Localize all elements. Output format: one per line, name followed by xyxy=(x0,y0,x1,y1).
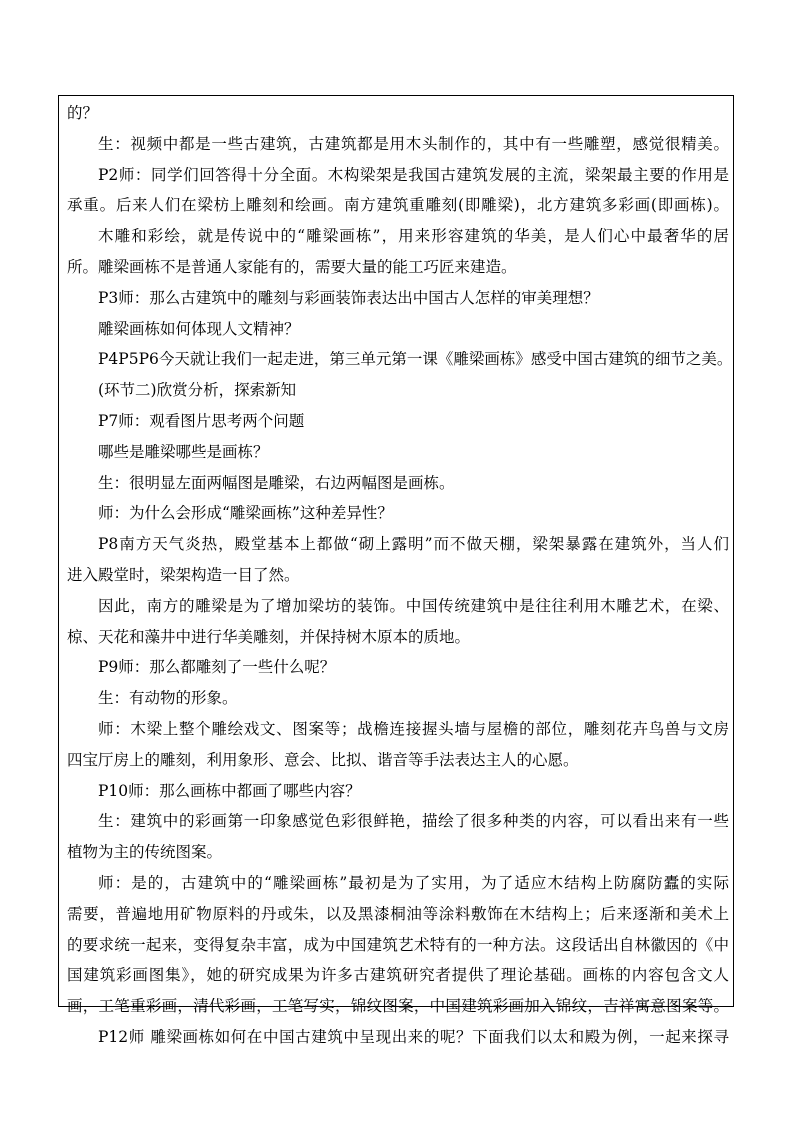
text-line: P2师：同学们回答得十分全面。木构梁架是我国古建筑发展的主流，梁架最主要的作用是 xyxy=(98,165,729,184)
text-line: 师：木梁上整个雕绘戏文、图案等；战檐连接握头墙与屋檐的部位，雕刻花卉鸟兽与文房 xyxy=(98,719,729,738)
text-line: P4P5P6今天就让我们一起走进，第三单元第一课《雕梁画栋》感受中国古建筑的细节之美。 xyxy=(98,350,733,369)
text-line: 所。雕梁画栋不是普通人家能有的，需要大量的能工巧匠来建造。 xyxy=(67,257,517,276)
text-line: 承重。后来人们在梁枋上雕刻和绘画。南方建筑重雕刻(即雕梁)，北方建筑多彩画(即画栋)。 xyxy=(67,196,729,215)
text-frame xyxy=(58,95,734,1046)
text-line: 因此，南方的雕梁是为了增加梁坊的装饰。中国传统建筑中是往往利用木雕艺术，在梁、 xyxy=(98,596,729,615)
text-line: P8南方天气炎热，殿堂基本上都做“砌上露明”而不做天棚，梁架暴露在建筑外，当人们 xyxy=(98,535,729,554)
text-line: (环节二)欣赏分析，探索新知 xyxy=(98,381,297,400)
document-body xyxy=(67,98,733,1053)
text-line: 雕梁画栋如何体现人文精神？ xyxy=(98,319,300,338)
text-line: P10师：那么画栋中都画了哪些内容？ xyxy=(98,781,361,800)
text-line: 的？ xyxy=(67,104,99,122)
text-line: 植物为主的传统图案。 xyxy=(67,843,223,862)
text-line: 椋、天花和藻井中进行华美雕刻，并保持树木原本的质地。 xyxy=(67,627,471,646)
text-line: 国建筑彩画图集》，她的研究成果为许多古建筑研究者提供了理论基础。画栋的内容包含文人 xyxy=(67,966,729,985)
text-line: 四宝厅房上的雕刻，利用象形、意会、比拟、谐音等手法表达主人的心愿。 xyxy=(67,750,579,769)
text-line: 生：视频中都是一些古建筑，古建筑都是用木头制作的，其中有一些雕塑，感觉很精美。 xyxy=(98,134,729,153)
text-line: P7师：观看图片思考两个问题 xyxy=(98,411,305,430)
text-line: 生：建筑中的彩画第一印象感觉色彩很鲜艳，描绘了很多种类的内容，可以看出来有一些 xyxy=(98,812,729,831)
text-line: 生：很明显左面两幅图是雕梁，右边两幅图是画栋。 xyxy=(98,473,455,492)
text-line: P12师 雕梁画栋如何在中国古建筑中呈现出来的呢？下面我们以太和殿为例，一起来探寻 xyxy=(98,1027,729,1046)
text-line: P9师：那么都雕刻了一些什么呢？ xyxy=(98,658,336,677)
text-line: 进入殿堂时，梁架构造一目了然。 xyxy=(67,565,300,584)
text-line: 画，工笔重彩画，清代彩画，工笔写实，锦纹图案，中国建筑彩画加入锦纹，吉祥寓意图案等。 xyxy=(67,997,729,1016)
text-line: 需要，普遍地用矿物原料的丹或朱，以及黑漆桐油等涂料敷饰在木结构上；后来逐渐和美术上 xyxy=(67,904,729,923)
text-line: 哪些是雕梁哪些是画栋？ xyxy=(98,442,269,461)
text-line: 师：是的，古建筑中的“雕梁画栋”最初是为了实用，为了适应木结构上防腐防蠹的实际 xyxy=(98,873,729,892)
text-line: 的要求统一起来，变得复杂丰富，成为中国建筑艺术特有的一种方法。这段话出自林徽因的《中 xyxy=(67,935,729,954)
text-line: P3师：那么古建筑中的雕刻与彩画装饰表达出中国古人怎样的审美理想？ xyxy=(98,288,599,307)
text-line: 生：有动物的形象。 xyxy=(98,689,238,708)
text-line: 木雕和彩绘，就是传说中的“雕梁画栋”，用来形容建筑的华美，是人们心中最奢华的居 xyxy=(98,227,729,246)
text-line: 师：为什么会形成“雕梁画栋”这种差异性？ xyxy=(98,504,393,523)
